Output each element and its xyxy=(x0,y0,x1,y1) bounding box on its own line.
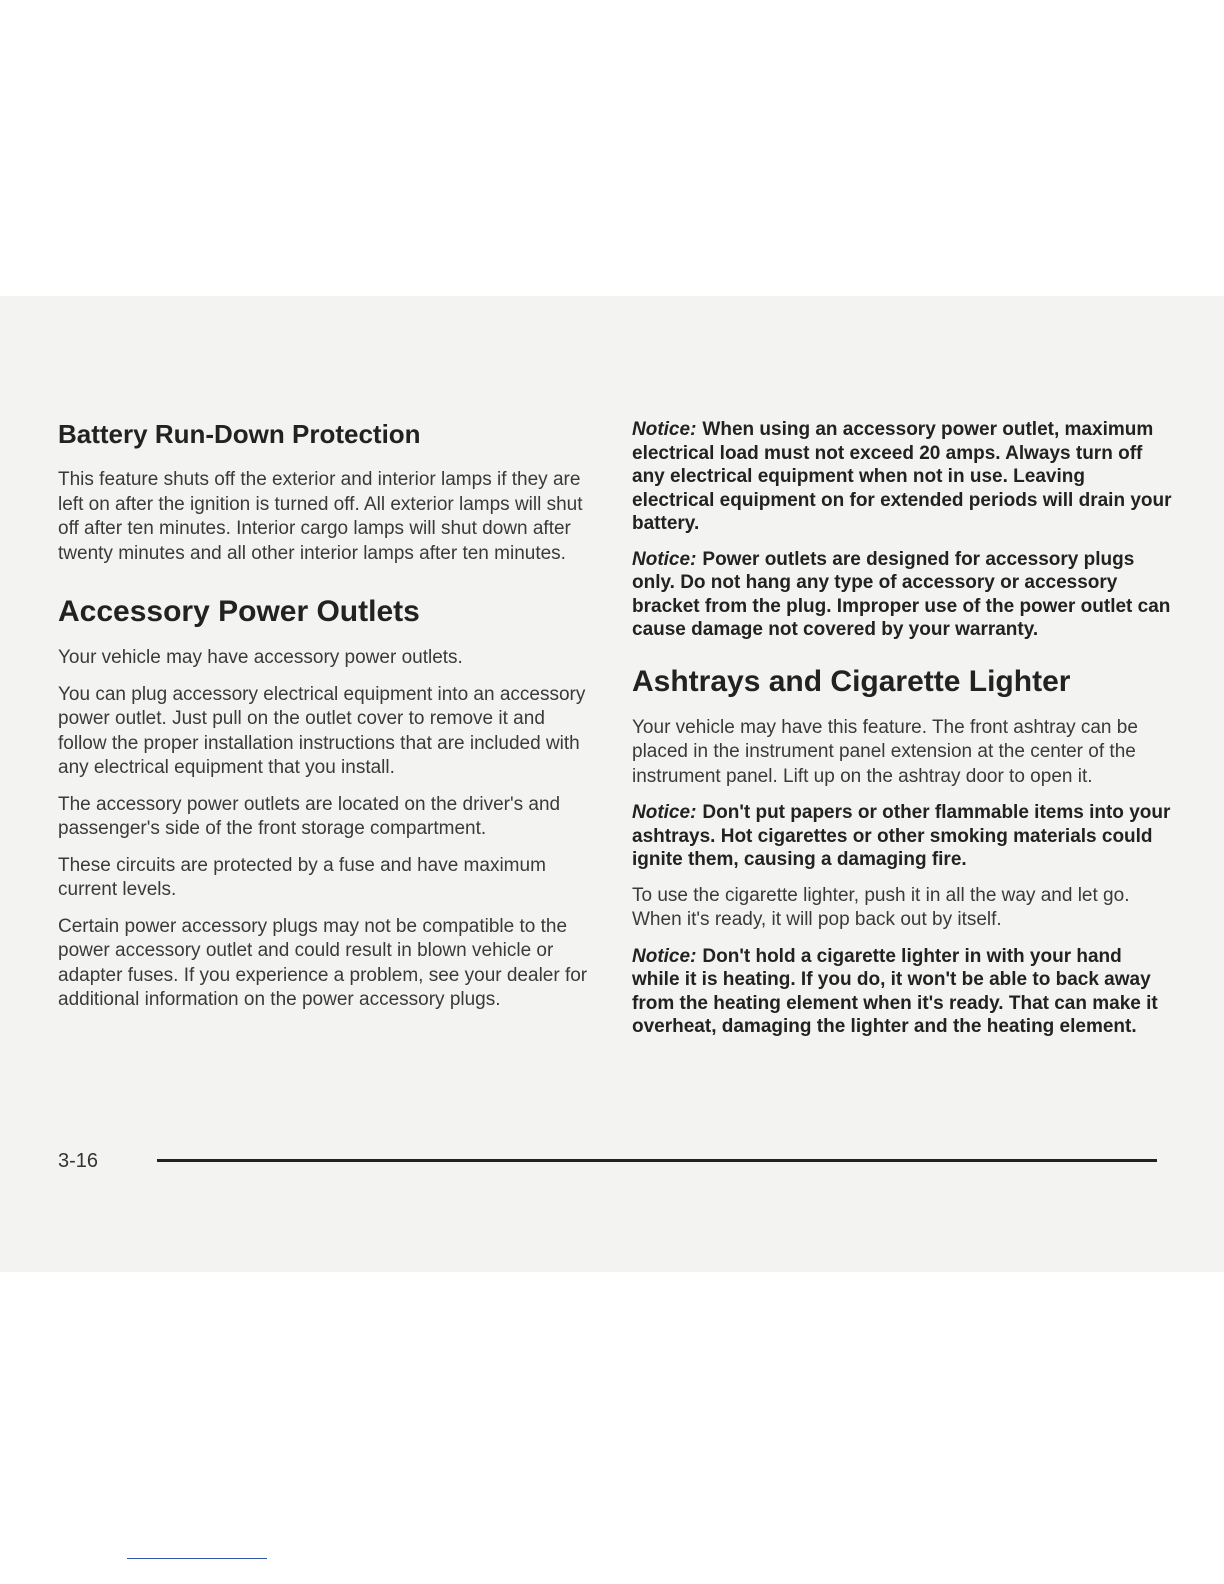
outlets-heading: Accessory Power Outlets xyxy=(58,595,420,628)
bottom-link-underline[interactable] xyxy=(127,1558,267,1559)
battery-text: This feature shuts off the exterior and interior lamps if they are left on after the ignition is turned off. All exterior lamps will shut off after ten minutes. Interior cargo lamps will shut down after twenty minutes and all other interior lamps after ten minutes. xyxy=(58,469,583,564)
notice-ashtray xyxy=(632,801,1172,872)
notice-outlet-load xyxy=(632,418,1172,536)
notice-text: Power outlets are designed for accessory plugs only. Do not hang any type of accessory or accessory bracket from the plug. Improper use of the power outlet can cause damage not covered by your warranty. xyxy=(632,548,1171,640)
outlets-paragraph-1: Your vehicle may have accessory power outlets. xyxy=(58,647,463,668)
battery-heading: Battery Run-Down Protection xyxy=(58,419,421,449)
ashtray-heading: Ashtrays and Cigarette Lighter xyxy=(632,664,1071,698)
outlets-paragraph-4: These circuits are protected by a fuse and have maximum current levels. xyxy=(58,854,546,900)
notice-text: Don't hold a cigarette lighter in with your hand while it is heating. If you do, it won't be able to back away from the heating element when it's ready. That can make it overheat, damaging the lighter and the heating element. xyxy=(632,945,1158,1037)
notice-text: Don't put papers or other flammable items into your ashtrays. Hot cigarettes or other smoking materials could ignite them, causing a damaging fire. xyxy=(632,802,1171,870)
notice-outlet-plugs xyxy=(632,548,1172,642)
notice-label: Notice: xyxy=(632,419,697,440)
left-column xyxy=(58,418,598,1025)
lighter-paragraph: To use the cigarette lighter, push it in all the way and let go. When it's ready, it will pop back out by itself. xyxy=(632,884,1130,930)
footer-rule xyxy=(157,1159,1157,1162)
outlets-paragraph-3: The accessory power outlets are located on the driver's and passenger's side of the front storage compartment. xyxy=(58,793,561,839)
outlets-paragraph-5: Certain power accessory plugs may not be compatible to the power accessory outlet and could result in blown vehicle or adapter fuses. If you experience a problem, see your dealer for additional information on the power accessory plugs. xyxy=(58,915,588,1010)
ashtray-paragraph: Your vehicle may have this feature. The front ashtray can be placed in the instrument panel extension at the center of the instrument panel. Lift up on the ashtray door to open it. xyxy=(632,716,1138,787)
right-column xyxy=(632,418,1172,1051)
notice-lighter xyxy=(632,945,1172,1039)
notice-label: Notice: xyxy=(632,802,697,823)
outlets-paragraph-2: You can plug accessory electrical equipment into an accessory power outlet. Just pull on the outlet cover to remove it and follow the proper installation instructions that are included with any electrical equipment that you install. xyxy=(58,683,586,778)
notice-label: Notice: xyxy=(632,548,697,570)
page-number: 3-16 xyxy=(58,1150,99,1172)
notice-label: Notice: xyxy=(632,945,697,967)
notice-text: When using an accessory power outlet, maximum electrical load must not exceed 20 amps. Always turn off any electrical equipment when not in use. Leaving electrical equipment on for extended periods will drain your battery. xyxy=(632,419,1172,534)
